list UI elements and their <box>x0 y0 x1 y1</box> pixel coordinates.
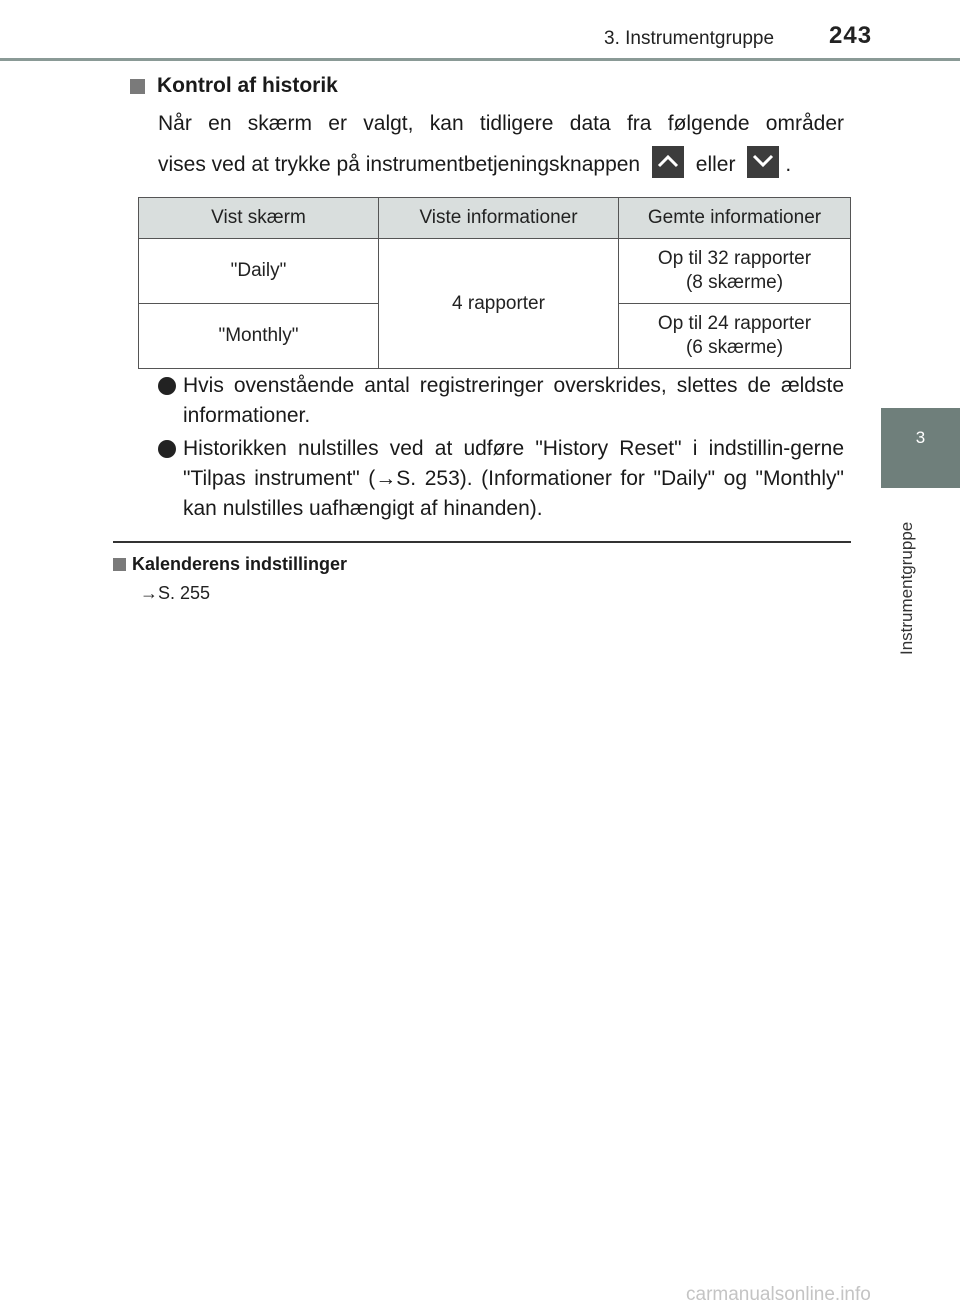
table-cell-screen: "Monthly" <box>139 304 379 369</box>
table-cell-saved-info <box>619 304 851 369</box>
table-cell-saved-info <box>619 239 851 304</box>
square-bullet-icon <box>130 79 145 94</box>
intro-paragraph-line1: Når en skærm er valgt, kan tidligere data fra følgende områder <box>158 112 844 135</box>
table-header-row <box>139 198 851 239</box>
section-heading-calendar <box>113 554 347 575</box>
chapter-side-label: Instrumentgruppe <box>897 521 916 655</box>
bullet-dot-icon <box>158 440 176 458</box>
header-divider <box>0 58 960 61</box>
bullet-item <box>158 371 844 431</box>
table-row <box>139 239 851 304</box>
saved-info-line: (6 skærme) <box>685 337 784 358</box>
bullet-item <box>158 434 844 524</box>
saved-info-line: Op til 24 rapporter <box>657 313 812 334</box>
page-reference-link[interactable]: →S. 255 <box>140 583 211 603</box>
header-chapter-title: 3. Instrumentgruppe <box>604 28 775 49</box>
intro-paragraph-line2 <box>158 145 844 185</box>
bullet-text: Historikken nulstilles ved at udføre "History Reset" i indstillin-gerne "Tilpas instrument" (→S. 253). (Informationer for "Daily" og "Monthly" kan nulstilles uafhængigt af hinanden). <box>183 437 844 520</box>
watermark: carmanualsonline.info <box>686 1284 871 1305</box>
chevron-down-icon <box>747 146 779 178</box>
table-header-cell: Gemte informationer <box>619 198 851 239</box>
connector-text: eller <box>695 153 736 176</box>
table-cell-shown-info: 4 rapporter <box>379 239 619 369</box>
chapter-tab-number: 3 <box>915 428 926 447</box>
square-bullet-icon <box>113 558 126 571</box>
saved-info-line: Op til 32 rapporter <box>657 248 812 269</box>
chapter-side-tab <box>881 408 960 488</box>
page-number: 243 <box>829 22 873 49</box>
section-divider <box>113 541 851 543</box>
history-table <box>138 197 851 369</box>
table-header-cell: Viste informationer <box>379 198 619 239</box>
saved-info-line: (8 skærme) <box>685 272 784 293</box>
intro-text: vises ved at trykke på instrumentbetjeningsknappen <box>158 153 641 176</box>
period-text: . <box>785 153 792 176</box>
bullet-text: Hvis ovenstående antal registreringer overskrides, slettes de ældste informationer. <box>183 374 844 427</box>
table-cell-screen: "Daily" <box>139 239 379 304</box>
section-heading-text: Kontrol af historik <box>157 74 338 97</box>
section-heading-history <box>130 74 338 98</box>
section-heading-text: Kalenderens indstillinger <box>132 554 348 574</box>
chevron-up-icon <box>652 146 684 178</box>
bullet-dot-icon <box>158 377 176 395</box>
table-header-cell: Vist skærm <box>139 198 379 239</box>
